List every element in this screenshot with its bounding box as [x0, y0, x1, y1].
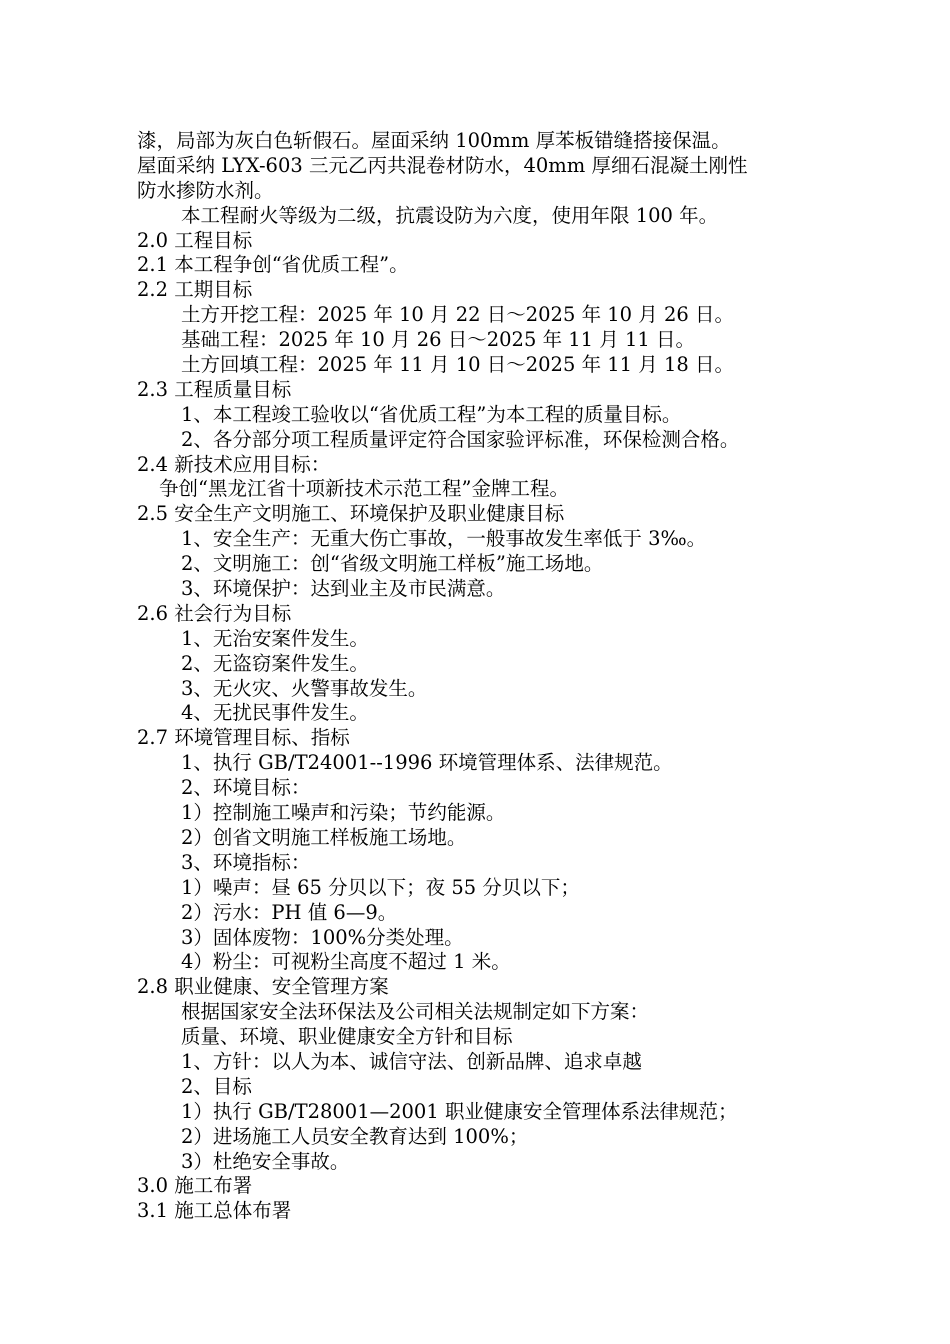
- paragraph-line: 本工程耐火等级为二级，抗震设防为六度，使用年限 100 年。: [181, 203, 719, 227]
- section-heading: 2.7 环境管理目标、指标: [137, 726, 350, 750]
- paragraph-line: 漆，局部为灰白色斩假石。屋面采纳 100mm 厚苯板错缝搭接保温。: [137, 129, 731, 152]
- paragraph-line: 1、安全生产：无重大伤亡事故，一般事故发生率低于 3‰。: [181, 527, 707, 551]
- paragraph-line: 1、无治安案件发生。: [181, 626, 369, 650]
- paragraph-line: 1、本工程竣工验收以“省优质工程”为本工程的质量目标。: [181, 402, 682, 426]
- paragraph-line: 屋面采纳 LYX-603 三元乙丙共混卷材防水，40mm 厚细石混凝土刚性: [137, 153, 748, 177]
- paragraph-line: 3、环境指标：: [181, 850, 311, 874]
- section-heading: 2.3 工程质量目标: [137, 377, 292, 401]
- section-heading: 3.1 施工总体布署: [137, 1199, 292, 1223]
- section-heading: 2.4 新技术应用目标：: [137, 452, 331, 476]
- paragraph-line: 2）污水：PH 值 6—9。: [181, 900, 398, 924]
- section-heading: 2.5 安全生产文明施工、环境保护及职业健康目标: [137, 502, 565, 526]
- section-heading: 2.2 工期目标: [137, 278, 253, 302]
- paragraph-line: 2、文明施工：创“省级文明施工样板”施工场地。: [181, 552, 604, 576]
- paragraph-line: 1）执行 GB/T28001—2001 职业健康安全管理体系法律规范；: [181, 1099, 738, 1123]
- paragraph-line: 土方开挖工程：2025 年 10 月 22 日～2025 年 10 月 26 日。: [181, 303, 734, 327]
- section-heading: 2.0 工程目标: [137, 228, 253, 252]
- paragraph-line: 争创“黑龙江省十项新技术示范工程”金牌工程。: [159, 477, 569, 501]
- section-heading: 2.8 职业健康、安全管理方案: [137, 975, 389, 999]
- paragraph-line: 2、各分部分项工程质量评定符合国家验评标准，环保检测合格。: [181, 427, 740, 451]
- paragraph-line: 3）固体废物：100%分类处理。: [181, 925, 464, 949]
- paragraph-line: 2、目标: [181, 1074, 252, 1098]
- paragraph-line: 3）杜绝安全事故。: [181, 1149, 350, 1173]
- paragraph-line: 1、方针：以人为本、诚信守法、创新品牌、追求卓越: [181, 1049, 642, 1073]
- paragraph-line: 3、环境保护：达到业主及市民满意。: [181, 577, 506, 601]
- section-heading: 3.0 施工布署: [137, 1174, 253, 1198]
- paragraph-line: 质量、环境、职业健康安全方针和目标: [181, 1025, 513, 1049]
- paragraph-line: 1）噪声：昼 65 分贝以下；夜 55 分贝以下；: [181, 875, 580, 899]
- paragraph-line: 防水掺防水剂。: [137, 178, 274, 202]
- section-heading: 2.6 社会行为目标: [137, 601, 292, 625]
- paragraph-line: 2）创省文明施工样板施工场地。: [181, 825, 467, 849]
- document-body: [137, 129, 827, 1224]
- section-heading: 2.1 本工程争创“省优质工程”。: [137, 253, 409, 277]
- paragraph-line: 2、无盗窃案件发生。: [181, 651, 369, 675]
- paragraph-line: 基础工程：2025 年 10 月 26 日～2025 年 11 月 11 日。: [181, 328, 695, 352]
- paragraph-line: 2、环境目标：: [181, 776, 311, 800]
- paragraph-line: 2）进场施工人员安全教育达到 100%；: [181, 1124, 529, 1148]
- paragraph-line: 根据国家安全法环保法及公司相关法规制定如下方案：: [181, 1000, 650, 1024]
- paragraph-line: 3、无火灾、火警事故发生。: [181, 676, 428, 700]
- paragraph-line: 4）粉尘：可视粉尘高度不超过 1 米。: [181, 950, 511, 974]
- paragraph-line: 土方回填工程：2025 年 11 月 10 日～2025 年 11 月 18 日。: [181, 353, 734, 377]
- paragraph-line: 1、执行 GB/T24001--1996 环境管理体系、法律规范。: [181, 751, 673, 775]
- paragraph-line: 4、无扰民事件发生。: [181, 701, 369, 725]
- paragraph-line: 1）控制施工噪声和污染；节约能源。: [181, 801, 506, 825]
